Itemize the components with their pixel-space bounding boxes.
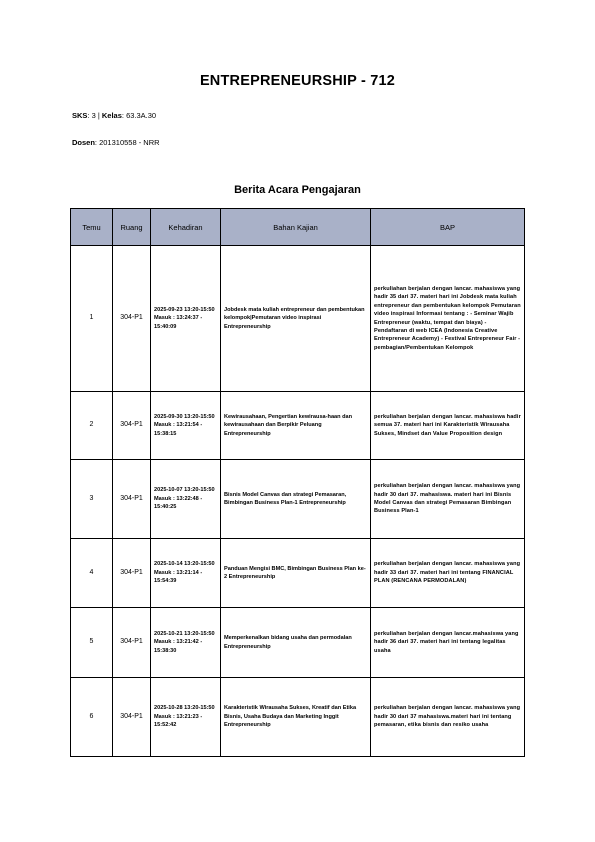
sks-label: SKS	[72, 111, 88, 120]
cell-ruang: 304-P1	[113, 608, 151, 678]
cell-bap: perkuliahan berjalan dengan lancar. mahasiswa hadir semua 37. materi hari ini Karakteristik Wirausaha Sukses, Mindset dan Value Proposition design	[371, 392, 525, 460]
cell-temu: 4	[71, 539, 113, 608]
cell-ruang: 304-P1	[113, 678, 151, 757]
table-row	[71, 539, 525, 608]
cell-temu: 1	[71, 246, 113, 392]
dosen-label: Dosen	[72, 138, 95, 147]
cell-bap: perkuliahan berjalan dengan lancar. mahasiswa yang hadir 30 dari 37. mahasiswa. materi hari ini Bisnis Model Canvas dan strategi Pemasaran Bimbingan Business Plan-1	[371, 460, 525, 539]
cell-temu: 5	[71, 608, 113, 678]
cell-kehadiran: 2025-09-23 13:20-15:50 Masuk : 13:24:37 - 15:40:09	[151, 246, 221, 392]
cell-temu: 3	[71, 460, 113, 539]
section-title: Berita Acara Pengajaran	[234, 184, 361, 196]
cell-bap: perkuliahan berjalan dengan lancar.mahasiswa yang hadir 36 dari 37. materi hari ini tentang legalitas usaha	[371, 608, 525, 678]
table-header-row	[71, 209, 525, 246]
col-header-ruang: Ruang	[113, 209, 151, 246]
dosen-value: : 201310558 - NRR	[94, 138, 160, 147]
course-meta	[72, 111, 156, 120]
cell-bahan-kajian: Memperkenalkan bidang usaha dan permodalan Entrepreneurship	[221, 608, 371, 678]
cell-kehadiran: 2025-09-30 13:20-15:50 Masuk : 13:21:54 - 15:38:15	[151, 392, 221, 460]
table-row	[71, 608, 525, 678]
cell-kehadiran: 2025-10-21 13:20-15:50 Masuk : 13:21:42 - 15:38:30	[151, 608, 221, 678]
table-row	[71, 392, 525, 460]
cell-kehadiran: 2025-10-07 13:20-15:50 Masuk : 13:22:48 - 15:40:25	[151, 460, 221, 539]
cell-bahan-kajian: Jobdesk mata kuliah entrepreneur dan pembentukan kelompok|Pemutaran video inspirasi Entrepreneurship	[221, 246, 371, 392]
table-row	[71, 246, 525, 392]
col-header-kehadiran: Kehadiran	[151, 209, 221, 246]
course-title: ENTREPRENEURSHIP - 712	[199, 73, 396, 89]
table-row	[71, 678, 525, 757]
sks-value: : 3 |	[87, 111, 102, 120]
cell-ruang: 304-P1	[113, 460, 151, 539]
col-header-temu: Temu	[71, 209, 113, 246]
bap-table	[70, 208, 525, 757]
cell-ruang: 304-P1	[113, 539, 151, 608]
cell-bahan-kajian: Karakteristik Wirausaha Sukses, Kreatif dan Etika Bisnis, Usaha Budaya dan Marketing Inggit Entrepreneurship	[221, 678, 371, 757]
table-row	[71, 460, 525, 539]
col-header-bap: BAP	[371, 209, 525, 246]
cell-temu: 2	[71, 392, 113, 460]
cell-temu: 6	[71, 678, 113, 757]
cell-bahan-kajian: Bisnis Model Canvas dan strategi Pemasaran, Bimbingan Business Plan-1 Entrepreneurship	[221, 460, 371, 539]
kelas-value: : 63.3A.30	[121, 111, 157, 120]
lecturer-meta	[72, 138, 160, 147]
cell-ruang: 304-P1	[113, 392, 151, 460]
cell-bap: perkuliahan berjalan dengan lancar. mahasiswa yang hadir 35 dari 37. materi hari ini Jobdesk mata kuliah entrepreneur dan pembentukan kelompok Pemutaran video inspirasi Informasi tentang : - Seminar Wajib Entrepreneur (waktu, tempat dan biaya) - Pendaftaran di web ICEA (Indonesia Creative Entrepreneur Academy) - Festival Entrepreneur Fair - pembagian/Pembentukan Kelompok	[371, 246, 525, 392]
cell-kehadiran: 2025-10-14 13:20-15:50 Masuk : 13:21:14 - 15:54:39	[151, 539, 221, 608]
cell-bap: perkuliahan berjalan dengan lancar. mahasiswa yang hadir 30 dari 37 mahasiswa.materi hari ini tentang pemasaran, etika bisnis dan resiko usaha	[371, 678, 525, 757]
col-header-bahan-kajian: Bahan Kajian	[221, 209, 371, 246]
cell-kehadiran: 2025-10-28 13:20-15:50 Masuk : 13:21:23 - 15:52:42	[151, 678, 221, 757]
cell-ruang: 304-P1	[113, 246, 151, 392]
kelas-label: Kelas	[101, 111, 122, 120]
cell-bahan-kajian: Kewirausahaan, Pengertian kewirausa-haan dan kewirausahaan dan Berpikir Peluang Entrepreneurship	[221, 392, 371, 460]
cell-bap: perkuliahan berjalan dengan lancar. mahasiswa yang hadir 33 dari 37. materi hari ini tentang FINANCIAL PLAN (RENCANA PERMODALAN)	[371, 539, 525, 608]
cell-bahan-kajian: Panduan Mengisi BMC, Bimbingan Business Plan ke-2 Entrepreneurship	[221, 539, 371, 608]
